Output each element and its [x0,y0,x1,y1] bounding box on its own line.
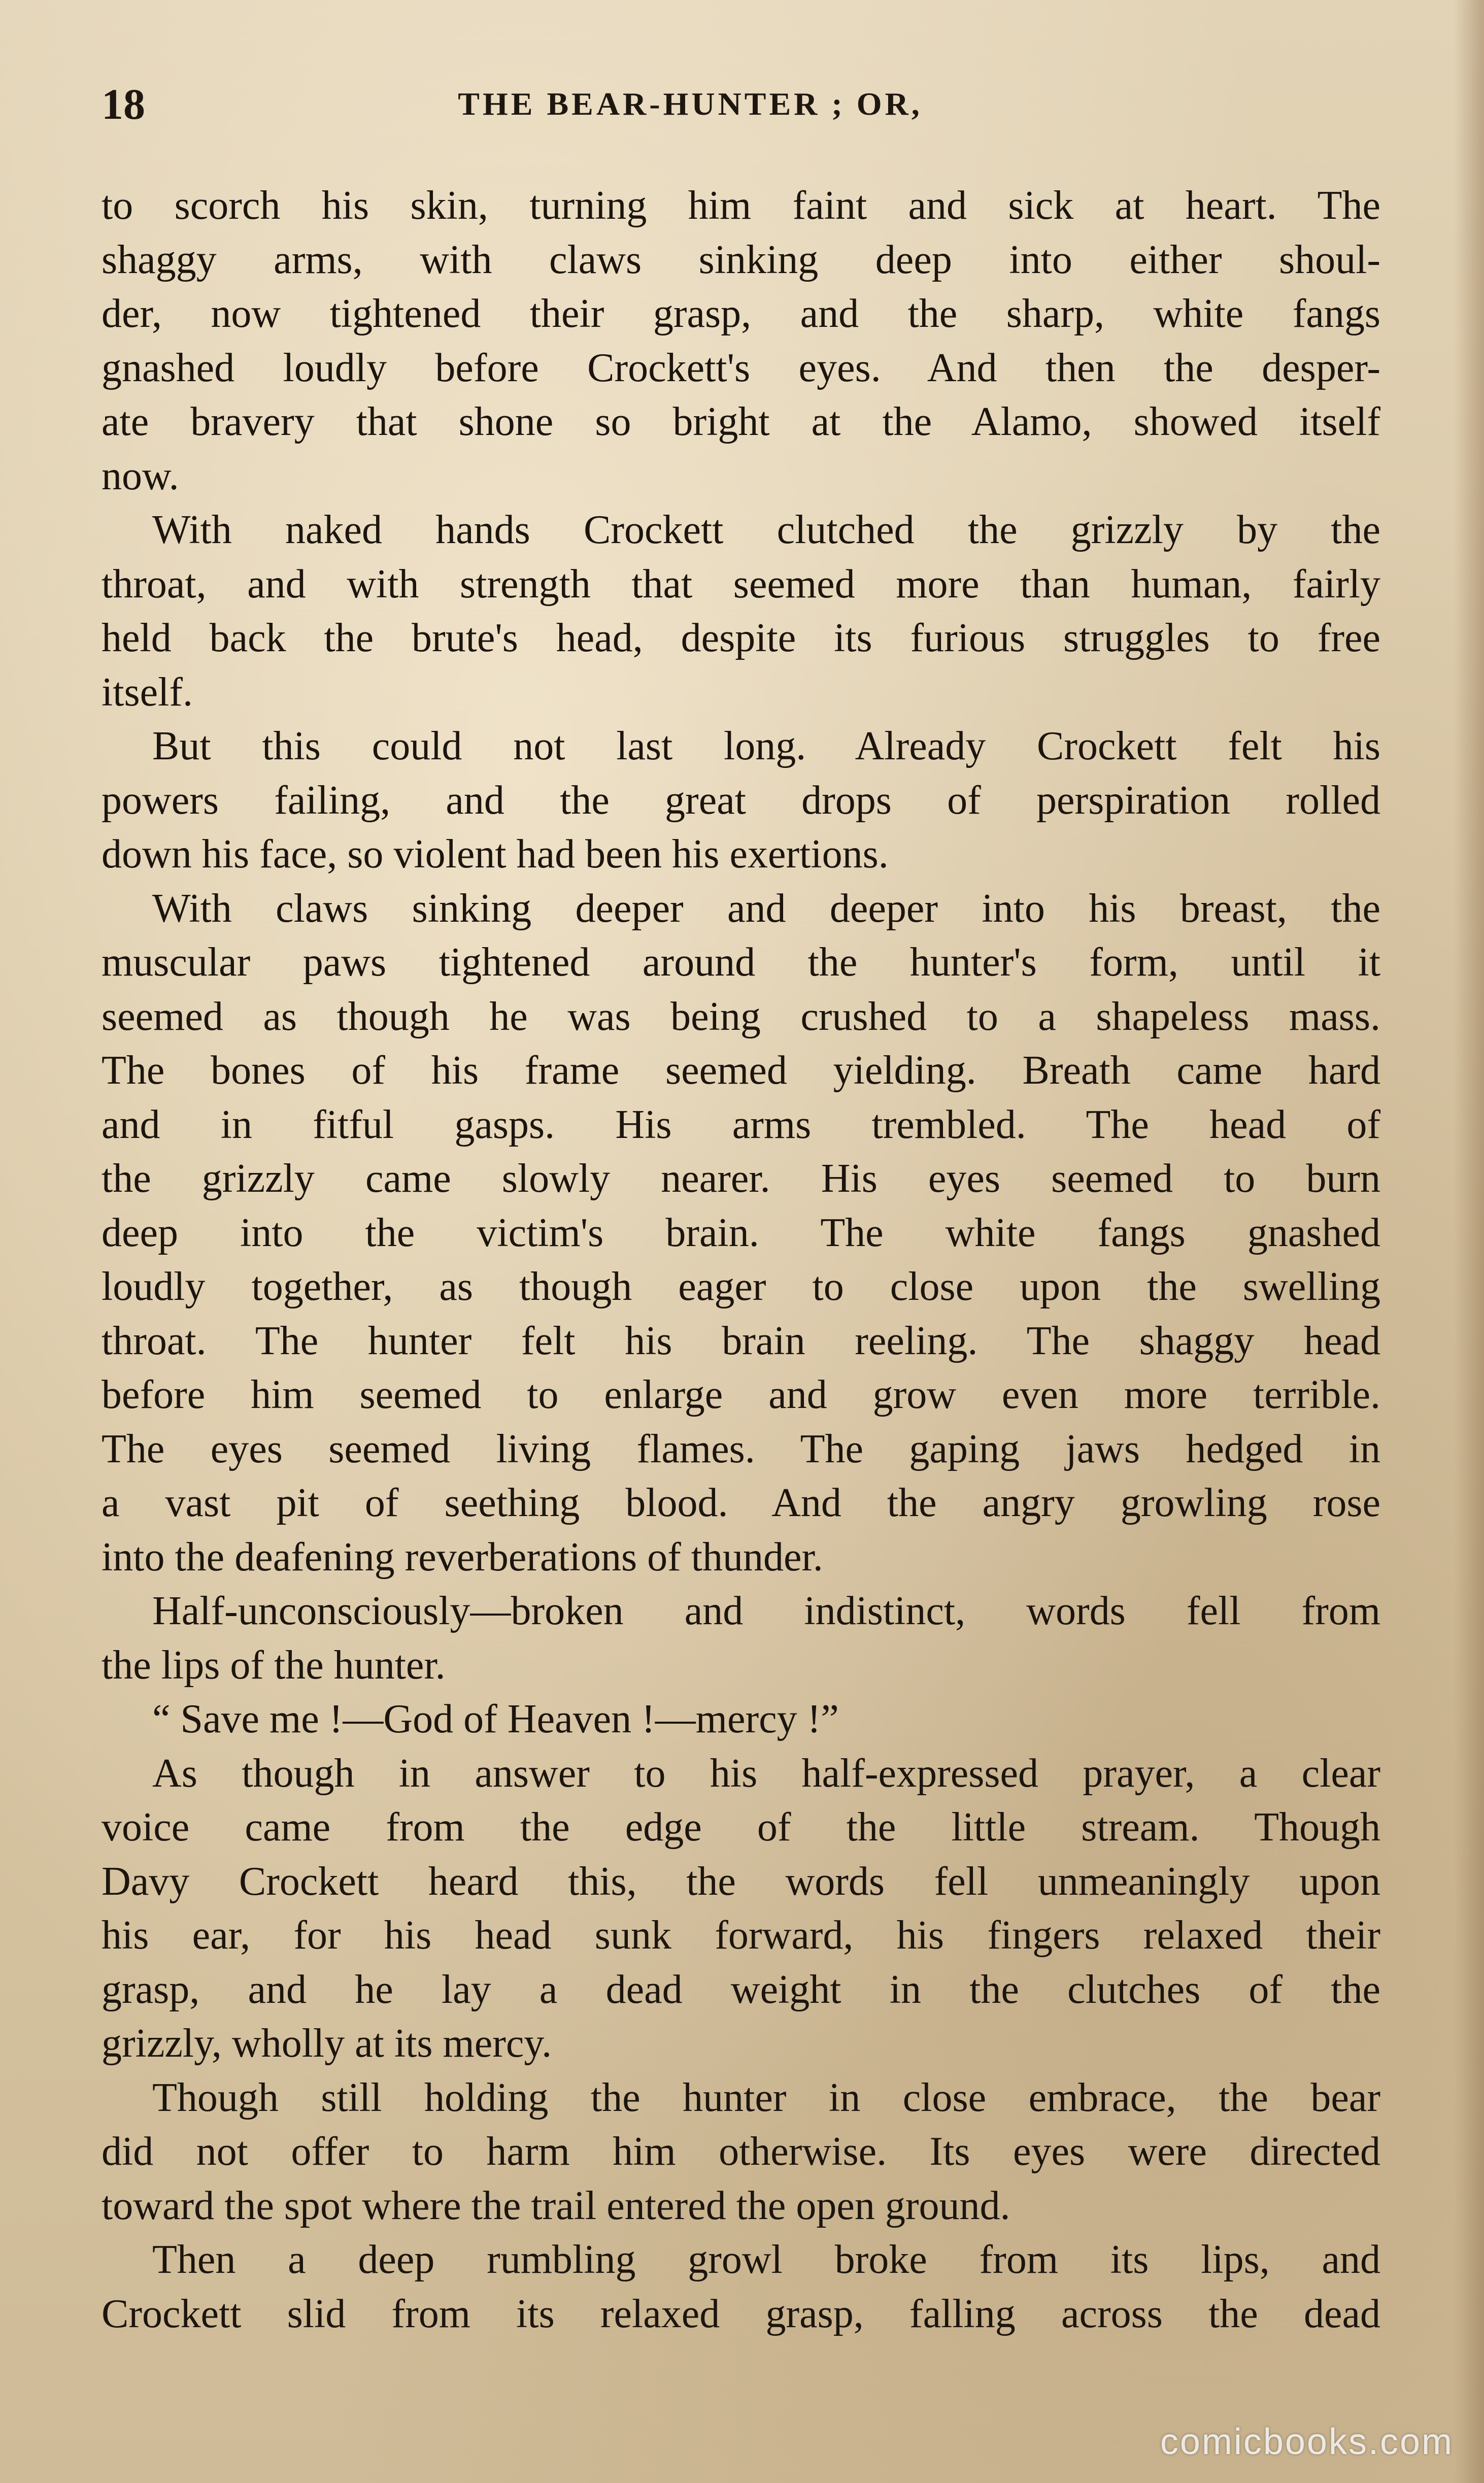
text-line: voice came from the edge of the little stream. Though [102,1805,1380,1850]
text-line: As though in answer to his half-expressed prayer, a clear [152,1751,1380,1796]
text-line: his ear, for his head sunk forward, his fingers relaxed their [102,1913,1380,1958]
text-line: The bones of his frame seemed yielding. Breath came hard [102,1048,1380,1093]
text-line: a vast pit of seething blood. And the angry growling rose [102,1481,1380,1525]
text-line: Davy Crockett heard this, the words fell unmeaningly upon [102,1859,1380,1904]
text-line: With claws sinking deeper and deeper into his breast, the [152,886,1380,931]
text-line: loudly together, as though eager to close upon the swelling [102,1264,1380,1309]
text-line: to scorch his skin, turning him faint and sick at heart. The [102,183,1380,228]
text-line: “ Save me !—God of Heaven !—mercy !” [152,1697,839,1741]
running-title: THE BEAR-HUNTER ; OR, [458,86,923,122]
page-edge-shadow [1454,0,1484,2483]
text-line: grizzly, wholly at its mercy. [102,2021,552,2066]
text-line: the lips of the hunter. [102,1642,446,1688]
text-line: itself. [102,669,193,715]
text-line: der, now tightened their grasp, and the sharp, white fangs [102,291,1380,336]
text-line: and in fitful gasps. His arms trembled. The head of [102,1102,1380,1147]
text-line: Half-unconsciously—broken and indistinct, words fell from [152,1589,1380,1633]
body-text [102,179,1380,2341]
text-line: Though still holding the hunter in close embrace, the bear [152,2075,1380,2120]
text-line: seemed as though he was being crushed to a shapeless mass. [102,994,1380,1039]
text-line: toward the spot where the trail entered the open ground. [102,2183,1010,2228]
text-line: did not offer to harm him otherwise. Its eyes were directed [102,2129,1380,2174]
text-line: ate bravery that shone so bright at the Alamo, showed itself [102,399,1380,444]
text-line: grasp, and he lay a dead weight in the clutches of the [102,1967,1380,2012]
text-line: But this could not last long. Already Crockett felt his [152,724,1380,768]
text-line: Then a deep rumbling growl broke from its lips, and [152,2237,1380,2282]
text-line: throat, and with strength that seemed more than human, fairly [102,561,1380,607]
text-line: into the deafening reverberations of thunder. [102,1534,823,1580]
text-line: Crockett slid from its relaxed grasp, falling across the dead [102,2291,1380,2336]
text-line: held back the brute's head, despite its furious struggles to free [102,616,1380,660]
text-line: The eyes seemed living flames. The gaping jaws hedged in [102,1426,1380,1471]
page-header [102,76,1380,132]
text-line: shaggy arms, with claws sinking deep into either shoul- [102,237,1380,282]
page-number: 18 [102,80,145,128]
text-line: before him seemed to enlarge and grow even more terrible. [102,1372,1380,1417]
text-line: the grizzly came slowly nearer. His eyes seemed to burn [102,1156,1380,1201]
text-line: down his face, so violent had been his exertions. [102,832,889,877]
text-line: deep into the victim's brain. The white fangs gnashed [102,1210,1380,1255]
text-line: muscular paws tightened around the hunter's form, until it [102,940,1380,985]
text-line: now. [102,453,179,498]
text-line: With naked hands Crockett clutched the grizzly by the [152,508,1380,552]
text-line: gnashed loudly before Crockett's eyes. And then the desper- [102,345,1380,390]
text-line: throat. The hunter felt his brain reeling. The shaggy head [102,1318,1380,1363]
watermark: comicbooks.com [1160,2422,1454,2462]
text-line: powers failing, and the great drops of perspiration rolled [102,778,1380,823]
